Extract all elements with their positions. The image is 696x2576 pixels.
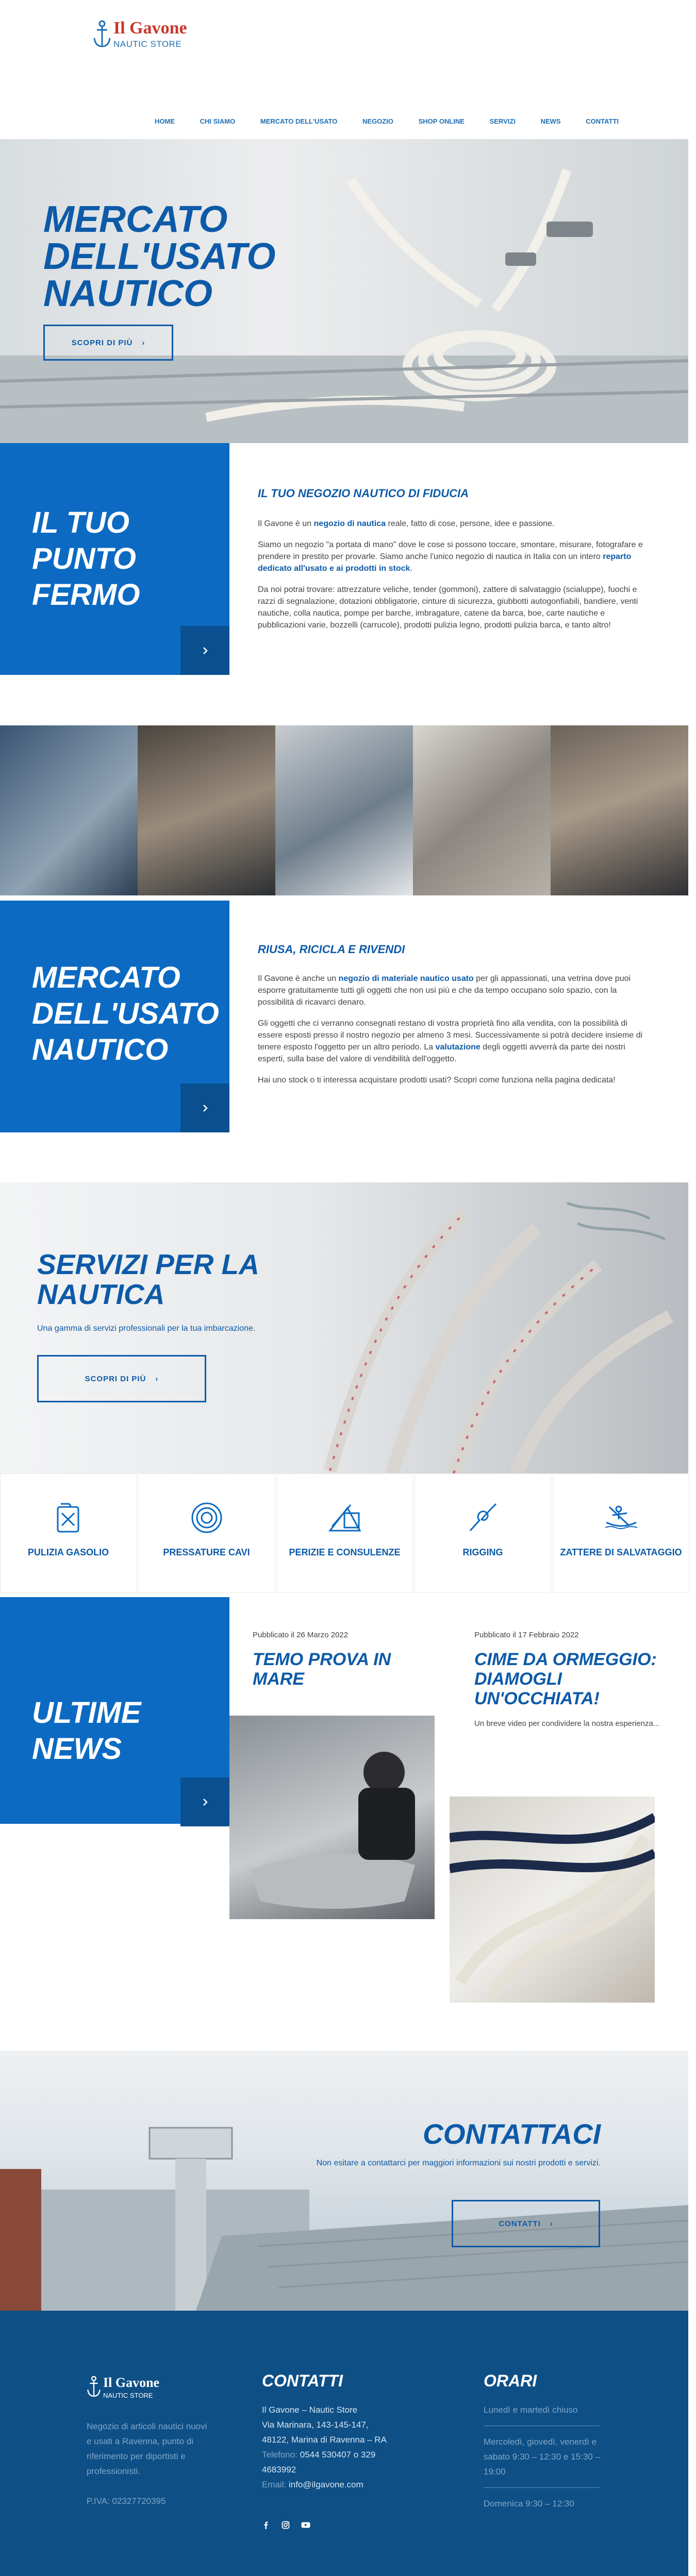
usato-arrow-button[interactable] (180, 1083, 229, 1132)
footer-contatti-heading: CONTATTI (262, 2371, 343, 2390)
chevron-right-icon: › (142, 338, 145, 347)
service-tile-zattere[interactable] (553, 1473, 689, 1593)
service-tile-label: RIGGING (462, 1547, 503, 1557)
fiducia-body (258, 518, 650, 631)
main-nav (155, 114, 619, 128)
anchor-icon (93, 20, 111, 49)
news-panel (0, 1597, 229, 1824)
footer-phone[interactable]: Telefono: 0544 530407 o 329 4683992 (262, 2450, 376, 2475)
site-header (0, 0, 696, 139)
news-date: Pubblicato il 17 Febbraio 2022 (474, 1631, 579, 1639)
footer-company: Il Gavone – Nautic Store (262, 2405, 358, 2415)
chevron-right-icon: › (155, 1374, 159, 1383)
usato-paragraph-3: Hai uno stock o ti interessa acquistare prodotti usati? Scopri come funziona nella pagina dedicata! (258, 1076, 616, 1084)
usato-heading: RIUSA, RICICLA E RIVENDI (258, 943, 405, 956)
facebook-icon[interactable] (262, 2521, 270, 2529)
news-excerpt: Un breve video per condividere la nostra esperienza... (474, 1719, 660, 1728)
service-tile-pressature-cavi[interactable] (138, 1473, 275, 1593)
orari-divider (484, 2487, 600, 2488)
store-photo-2 (138, 725, 275, 895)
news-panel-title: ULTIME NEWS (32, 1696, 141, 1766)
news-item-2[interactable] (474, 1631, 660, 1730)
news-image-2[interactable] (450, 1797, 655, 2003)
fiducia-paragraph-2: Siamo un negozio "a portata di mano" dove le cose si possono toccare, smontare, misurare, fotografare e prendere in prestito per provarle. Siamo anche l'unico negozio di nautica in Italia con un intero reparto dedicato all'usato e ai prodotti in stock. (258, 540, 643, 573)
news-image-2-art (450, 1797, 655, 2003)
footer-brand-sub: NAUTIC STORE (103, 2392, 153, 2399)
footer-about: Negozio di articoli nautici nuovi e usati a Ravenna, punto di riferimento per diportisti e professionisti. (87, 2421, 207, 2476)
footer-logo[interactable] (87, 2375, 200, 2406)
news-item-1[interactable] (253, 1631, 438, 1689)
servizi-section (0, 1182, 688, 1473)
chevron-right-icon (200, 1103, 210, 1113)
usato-body (258, 973, 650, 1086)
servizi-button-label: SCOPRI DI PIÙ (85, 1374, 146, 1383)
servizi-discover-button[interactable] (37, 1355, 206, 1402)
contatti-button[interactable] (452, 2200, 600, 2247)
orari-line-2: Mercoledì, giovedì, venerdì e sabato 9:30 – 12:30 e 15:30 – 19:00 (484, 2437, 600, 2477)
instagram-icon[interactable] (281, 2521, 290, 2529)
servizi-title: SERVIZI PER LA NAUTICA (37, 1248, 258, 1310)
nav-contatti[interactable]: CONTATTI (586, 117, 619, 125)
usato-panel-title: MERCATO DELL'USATO NAUTICO (32, 961, 219, 1066)
contatti-subtitle: Non esitare a contattarci per maggiori informazioni sui nostri prodotti e servizi. (316, 2159, 601, 2167)
fiducia-paragraph-3: Da noi potrai trovare: attrezzature veliche, tender (gommoni), zattere di salvataggio (scialuppe), fuochi e razzi di segnalazione, dotazioni obbligatorie, cinture di sicurezza, giubbotti autogonfiabili, bandiere, venti nautiche, colla nautica, pompe per barche, imbragature, catene da barca, boe, carte nautiche e pubblicazioni varie, bozzelli (carrucole), prodotti pulizia legno, prodotti pulizia barca, e tanto altro! (258, 585, 638, 630)
service-tile-label: ZATTERE DI SALVATAGGIO (560, 1547, 682, 1557)
nav-chi-siamo[interactable]: CHI SIAMO (200, 117, 236, 125)
hero-section (0, 139, 688, 443)
contatti-title: CONTATTACI (423, 2118, 601, 2150)
rigging-rope-icon (465, 1500, 501, 1536)
logo[interactable] (93, 19, 187, 56)
footer-orari-heading: ORARI (484, 2371, 537, 2390)
store-photo-4 (413, 725, 551, 895)
news-image-1-art (229, 1716, 435, 1919)
store-photo-3 (275, 725, 413, 895)
footer-brand-name: Il Gavone (103, 2375, 160, 2390)
contatti-section (0, 2050, 688, 2311)
news-title[interactable]: TEMO PROVA IN MARE (253, 1650, 391, 1689)
service-tile-label: PULIZIA GASOLIO (27, 1547, 109, 1557)
fiducia-paragraph-1: Il Gavone è un negozio di nautica reale, fatto di cose, persone, idee e passione. (258, 519, 555, 528)
news-image-1[interactable] (229, 1716, 435, 1919)
youtube-icon[interactable] (301, 2521, 310, 2529)
hero-discover-button[interactable] (43, 325, 173, 361)
orari-line-3: Domenica 9:30 – 12:30 (484, 2499, 574, 2509)
fuel-can-icon (51, 1500, 87, 1536)
nav-news[interactable]: NEWS (540, 117, 561, 125)
hero-title: MERCATO DELL'USATO NAUTICO (43, 199, 276, 314)
chevron-right-icon (200, 1797, 210, 1807)
service-tile-label: PERIZIE E CONSULENZE (289, 1547, 401, 1557)
anchor-icon (87, 2375, 101, 2399)
service-tile-perizie[interactable] (276, 1473, 413, 1593)
orari-line-1: Lunedì e martedì chiuso (484, 2405, 578, 2415)
fiducia-heading: IL TUO NEGOZIO NAUTICO DI FIDUCIA (258, 487, 469, 500)
store-photo-1 (0, 725, 138, 895)
footer-contatti-info (262, 2402, 396, 2492)
usato-paragraph-2: Gli oggetti che ci verranno consegnati restano di vostra proprietà fino alla vendita, con la possibilità di essere esposti presso il nostro negozio per almeno 3 mesi. Successivamente si potrà decidere insieme di tenere esposto l'oggetto per un altro periodo. La valutazione degli oggetti avverrà da parte dei nostri esperti, sulla base del valore di vendibilità dell'oggetto. (258, 1019, 643, 1063)
site-footer (0, 2311, 688, 2576)
harbor-image (0, 2050, 688, 2311)
service-tile-label: PRESSATURE CAVI (163, 1547, 250, 1557)
fiducia-arrow-button[interactable] (180, 626, 229, 675)
servizi-subtitle: Una gamma di servizi professionali per la tua imbarcazione. (37, 1324, 256, 1333)
footer-address-1: Via Marinara, 143-145-147, (262, 2420, 369, 2430)
footer-social (262, 2521, 310, 2529)
nav-home[interactable]: HOME (155, 117, 175, 125)
drafting-icon (327, 1500, 363, 1536)
fiducia-panel (0, 443, 229, 675)
fiducia-panel-title: IL TUO PUNTO FERMO (32, 506, 140, 612)
service-tile-pulizia-gasolio[interactable] (0, 1473, 137, 1593)
hero-button-label: SCOPRI DI PIÙ (71, 338, 133, 347)
cable-coil-icon (189, 1500, 225, 1536)
chevron-right-icon: › (550, 2219, 553, 2228)
service-tile-rigging[interactable] (415, 1473, 551, 1593)
chevron-right-icon (200, 646, 210, 656)
contatti-button-label: CONTATTI (499, 2219, 541, 2228)
footer-piva: P.IVA: 02327720395 (87, 2496, 166, 2506)
brand-sub: NAUTIC STORE (113, 39, 182, 49)
footer-address-2: 48122, Marina di Ravenna – RA (262, 2435, 387, 2445)
news-date: Pubblicato il 26 Marzo 2022 (253, 1631, 349, 1639)
nav-mercato-usato[interactable]: MERCATO DELL'USATO (260, 117, 338, 125)
news-arrow-button[interactable] (180, 1777, 229, 1826)
life-raft-icon (603, 1500, 639, 1536)
store-photo-5 (551, 725, 688, 895)
footer-email[interactable]: Email: info@ilgavone.com (262, 2480, 363, 2489)
nav-shop-online[interactable]: SHOP ONLINE (418, 117, 465, 125)
nav-negozio[interactable]: NEGOZIO (362, 117, 393, 125)
brand-name: Il Gavone (113, 19, 187, 38)
footer-orari (484, 2402, 607, 2511)
nav-servizi[interactable]: SERVIZI (489, 117, 516, 125)
usato-panel (0, 901, 229, 1132)
news-title[interactable]: CIME DA ORMEGGIO: DIAMOGLI UN'OCCHIATA! (474, 1650, 657, 1708)
store-photo-strip (0, 725, 688, 895)
usato-paragraph-1: Il Gavone è anche un negozio di materiale nautico usato per gli appassionati, una vetrina dove puoi esporre gratuitamente tutti gli oggetti che non usi più e che da tempo occupano solo spazio, con la possibilità di ricavarci denaro. (258, 974, 631, 1007)
